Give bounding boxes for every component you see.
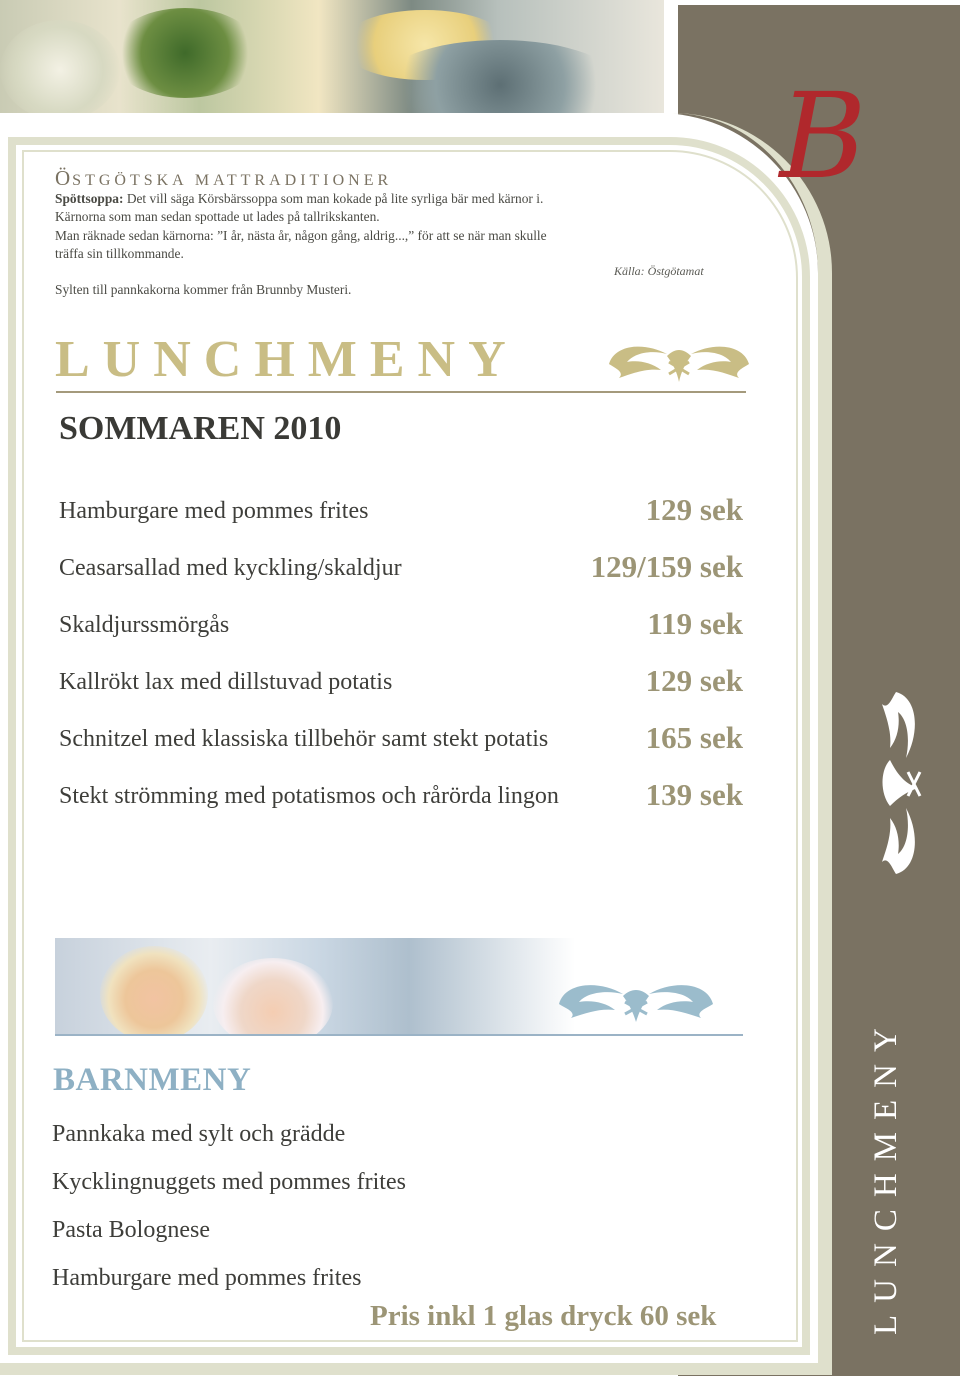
letter-b-monogram-icon: B — [779, 67, 867, 205]
photo-baby — [213, 958, 333, 1034]
kids-divider — [55, 1034, 743, 1036]
lunch-item-price: 129 sek — [645, 492, 743, 527]
lunch-item-name: Stekt strömming med potatismos och rårörda lingon — [59, 783, 559, 809]
lunch-item-price: 129 sek — [645, 663, 743, 698]
lunch-item-name: Skaldjurssmörgås — [59, 612, 230, 638]
lunch-item-name: Hamburgare med pommes frites — [59, 498, 369, 524]
lunch-item — [59, 777, 743, 817]
kids-item: Pasta Bolognese — [52, 1217, 210, 1243]
lunch-item — [59, 720, 743, 760]
leaf-scroll-ornament-icon — [866, 688, 928, 878]
lunch-item-price: 119 sek — [647, 606, 743, 641]
food-photo — [0, 0, 664, 113]
lunch-item — [59, 492, 743, 532]
lunch-item — [59, 549, 743, 589]
kids-item: Kycklingnuggets med pommes frites — [52, 1169, 406, 1195]
sidebar-vertical-title: LUNCHMENY — [868, 1016, 904, 1335]
intro-heading-rest: STGÖTSKA MATTRADITIONER — [72, 172, 393, 189]
intro-source: Källa: Östgötamat — [614, 264, 704, 278]
lunch-item-price: 129/159 sek — [590, 549, 743, 584]
lunch-title: LUNCHMENY — [55, 331, 519, 388]
intro-line-1 — [55, 190, 675, 208]
intro-line-4: träffa sin tillkommande. — [55, 245, 184, 261]
lunch-item-name: Schnitzel med klassiska tillbehör samt stekt potatis — [59, 726, 549, 752]
intro-paragraph — [55, 190, 675, 263]
lunch-item — [59, 606, 743, 646]
lunch-item-name: Kallrökt lax med dillstuvad potatis — [59, 669, 393, 695]
intro-sylt-note: Sylten till pannkakorna kommer från Brunnby Musteri. — [55, 282, 352, 297]
leaf-scroll-ornament-icon — [605, 334, 753, 386]
intro-line-1-rest: Det vill säga Körsbärssoppa som man kokade på lite syrliga bär med kärnor i. — [123, 191, 544, 206]
intro-line-2: Kärnorna som man sedan spottade ut lades på tallrikskanten. — [55, 209, 380, 225]
intro-heading — [55, 166, 392, 191]
season-heading: SOMMAREN 2010 — [59, 410, 342, 447]
intro-bold-lead: Spöttsoppa: — [55, 191, 124, 206]
lunch-item — [59, 663, 743, 703]
intro-line-3: Man räknade sedan kärnorna: ”I år, nästa år, någon gång, aldrig...,” för att se när man skulle — [55, 227, 547, 243]
kids-item: Pannkaka med sylt och grädde — [52, 1121, 346, 1147]
lunch-item-price: 139 sek — [645, 777, 743, 812]
photo-cabbage — [0, 20, 120, 113]
lunch-item-price: 165 sek — [645, 720, 743, 755]
lunch-divider — [56, 391, 746, 393]
kids-price-note: Pris inkl 1 glas dryck 60 sek — [370, 1300, 717, 1332]
photo-child — [100, 946, 208, 1034]
kids-item: Hamburgare med pommes frites — [52, 1265, 362, 1291]
photo-herb — [110, 8, 260, 98]
leaf-scroll-ornament-icon — [555, 972, 717, 1026]
kids-title: BARNMENY — [53, 1062, 252, 1098]
kids-photo — [55, 938, 575, 1034]
intro-heading-initial: Ö — [55, 166, 73, 190]
lunch-item-name: Ceasarsallad med kyckling/skaldjur — [59, 555, 402, 581]
